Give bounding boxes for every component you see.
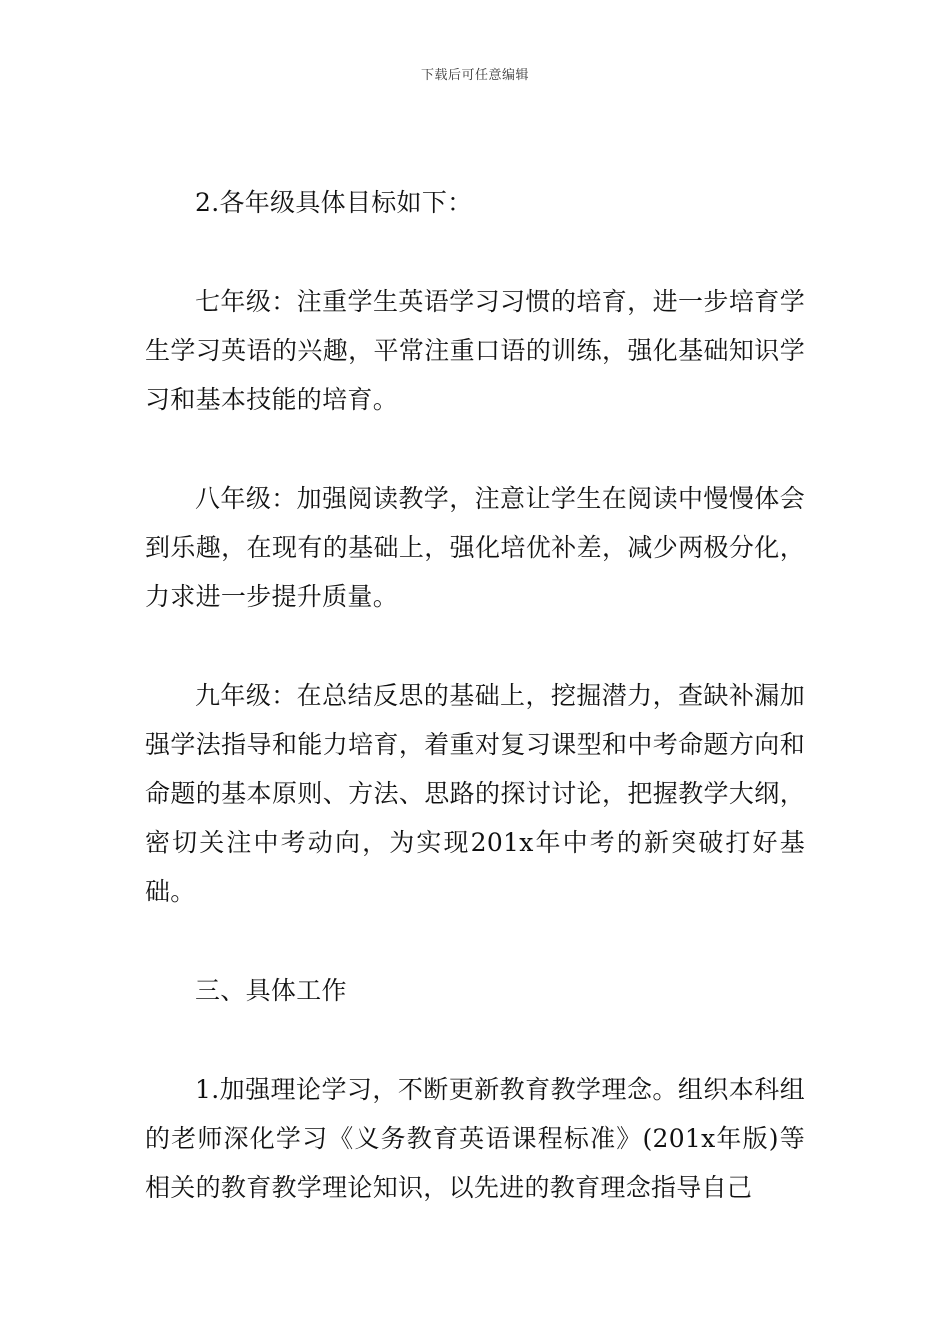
paragraph-theory-study: 1.加强理论学习，不断更新教育教学理念。组织本科组的老师深化学习《义务教育英语课程标准》(201x年版)等相关的教育教学理论知识，以先进的教育理念指导自己 <box>145 1075 805 1202</box>
section-heading-specific-work: 三、具体工作 <box>195 976 347 1005</box>
paragraph-grade-goals-heading: 2.各年级具体目标如下： <box>195 188 473 217</box>
page-header-note: 下载后可任意编辑 <box>420 68 529 83</box>
document-body <box>145 178 805 1212</box>
paragraph-grade-seven: 七年级：注重学生英语学习习惯的培育，进一步培育学生学习英语的兴趣，平常注重口语的训练，强化基础知识学习和基本技能的培育。 <box>145 287 805 414</box>
paragraph-grade-nine: 九年级：在总结反思的基础上，挖掘潜力，查缺补漏加强学法指导和能力培育，着重对复习课型和中考命题方向和命题的基本原则、方法、思路的探讨讨论，把握教学大纲，密切关注中考动向，为实现201x年中考的新突破打好基础。 <box>145 681 805 906</box>
paragraph-grade-eight: 八年级：加强阅读教学，注意让学生在阅读中慢慢体会到乐趣，在现有的基础上，强化培优补差，减少两极分化，力求进一步提升质量。 <box>145 484 805 611</box>
